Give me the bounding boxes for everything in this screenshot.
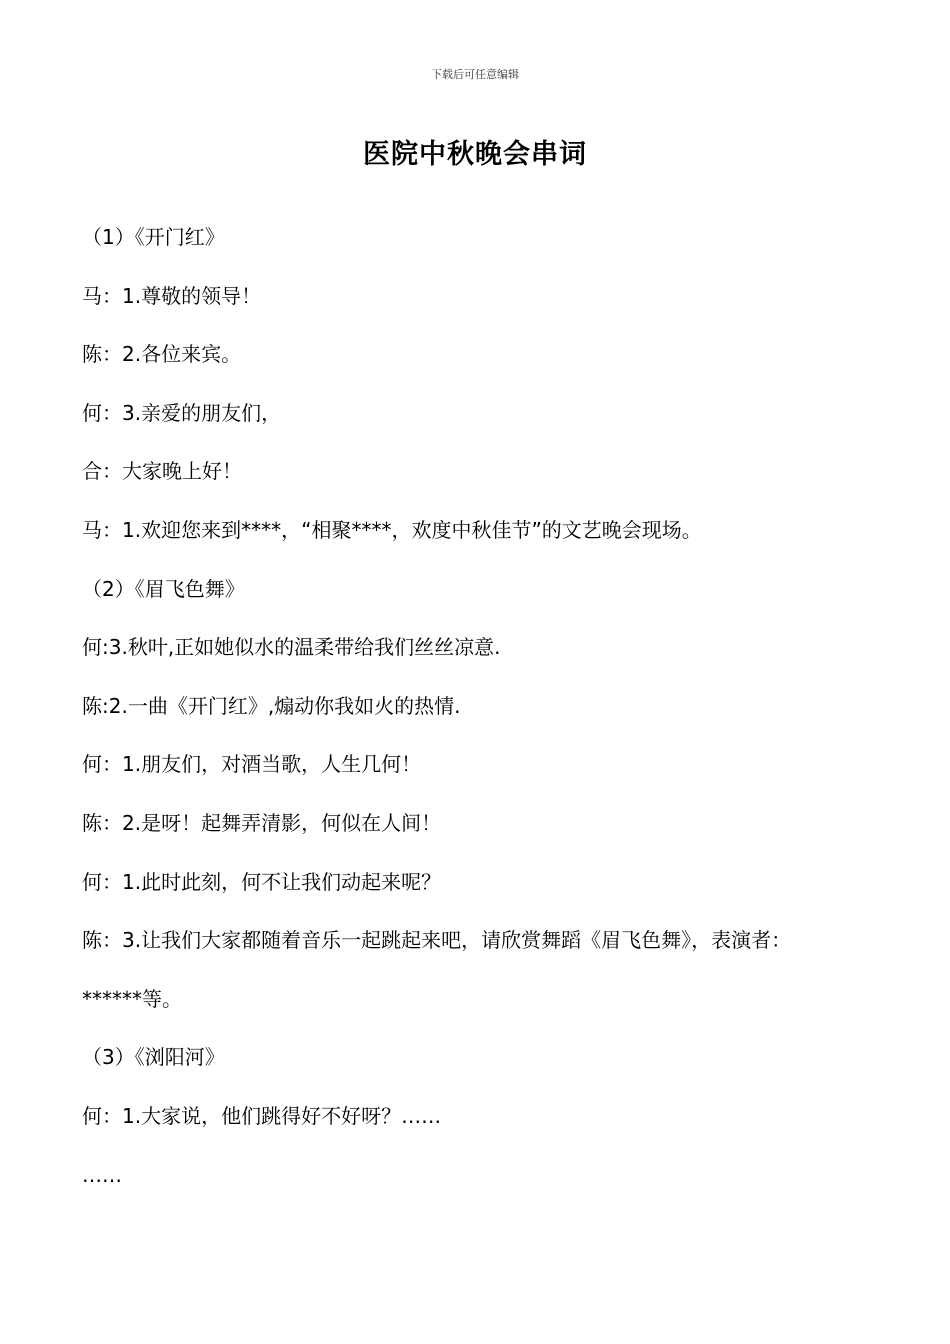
ellipsis-line: ……: [82, 1162, 122, 1187]
script-line: 何：1.大家说，他们跳得好不好呀？……: [82, 1103, 442, 1128]
script-line: 何：3.亲爱的朋友们，: [82, 400, 282, 425]
script-line: 何：1.朋友们，对酒当歌，人生几何！: [82, 752, 422, 777]
script-line: 陈：3.让我们大家都随着音乐一起跳起来吧，请欣赏舞蹈《眉飞色舞》，表演者：: [82, 928, 792, 953]
script-line: 何：1.此时此刻，何不让我们动起来呢？: [82, 869, 442, 894]
script-line: 陈:2.一曲《开门红》,煽动你我如火的热情.: [82, 693, 461, 718]
download-note: 下载后可任意编辑: [431, 68, 519, 81]
script-lines: [82, 222, 902, 1218]
script-line: 陈：2.各位来宾。: [82, 342, 242, 367]
section-heading-1: （1）《开门红》: [82, 225, 225, 249]
script-line: 何:3.秋叶,正如她似水的温柔带给我们丝丝凉意.: [82, 635, 501, 660]
script-line: 马：1.尊敬的领导！: [82, 283, 262, 308]
section-heading-2: （2）《眉飞色舞》: [82, 576, 245, 601]
document-title: 医院中秋晚会串词: [363, 139, 587, 170]
script-line: 陈：2.是呀！起舞弄清影，何似在人间！: [82, 810, 442, 835]
script-line-continuation: ******等。: [82, 986, 182, 1011]
section-heading-3: （3）《浏阳河》: [82, 1045, 225, 1070]
script-line: 马：1.欢迎您来到****，“相聚****，欢度中秋佳节”的文艺晚会现场。: [82, 517, 702, 542]
script-line: 合：大家晚上好！: [82, 459, 242, 484]
